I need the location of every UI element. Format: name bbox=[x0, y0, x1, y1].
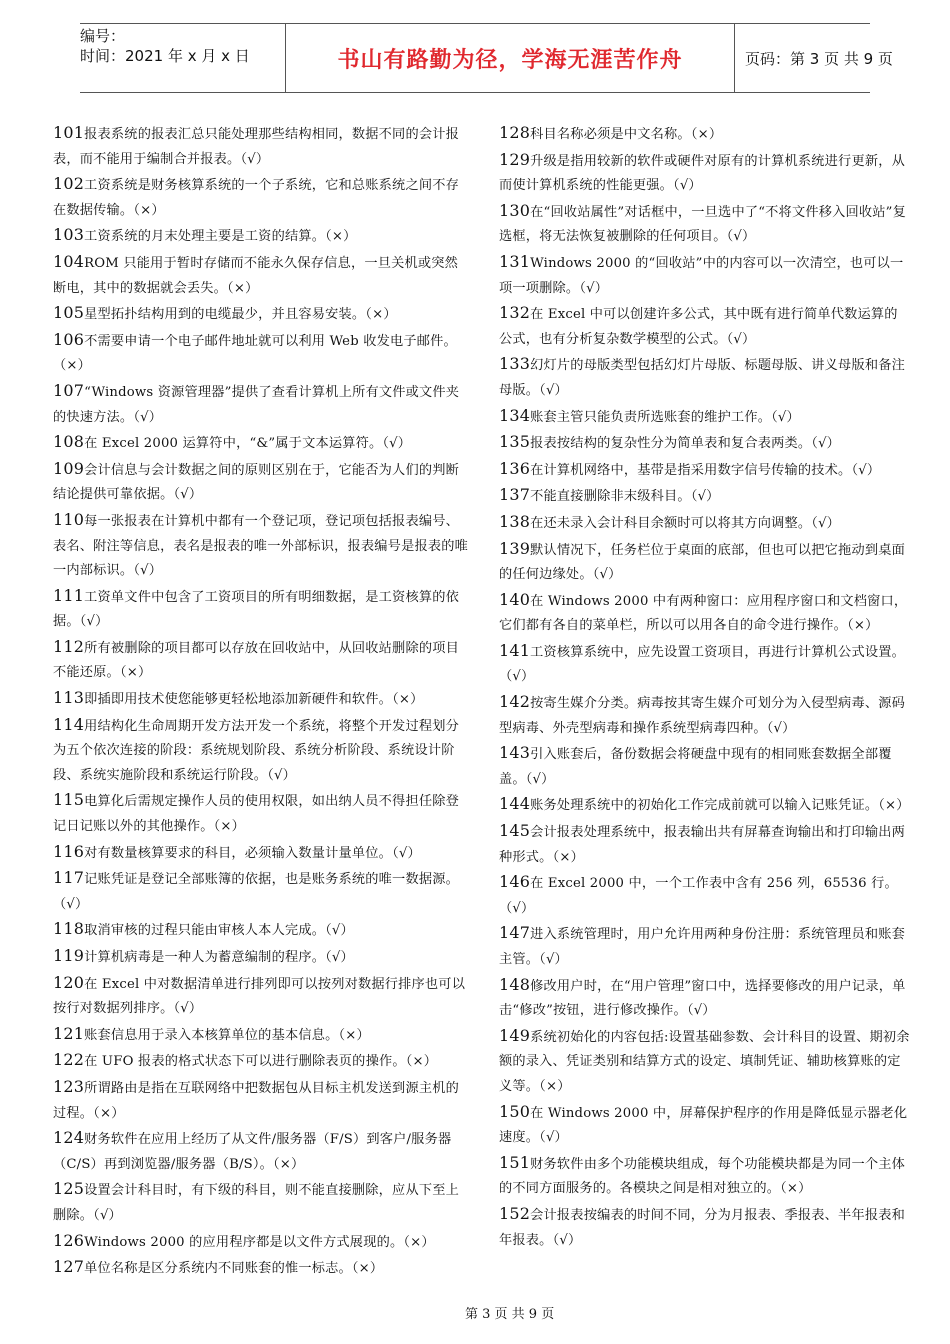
question-number: 124 bbox=[53, 1128, 85, 1148]
question-text: 取消审核的过程只能由审核人本人完成。（√） bbox=[84, 923, 354, 939]
question-text: 在 Excel 中可以创建许多公式，其中既有进行简单代数运算的公式，也有分析复杂数学模型的公式。（√） bbox=[499, 307, 898, 347]
question-number: 105 bbox=[53, 303, 85, 323]
question-item bbox=[53, 713, 471, 789]
question-number: 142 bbox=[499, 692, 531, 712]
question-item bbox=[499, 1202, 911, 1253]
question-number: 149 bbox=[499, 1025, 531, 1045]
question-number: 131 bbox=[499, 251, 531, 271]
question-item bbox=[499, 1024, 911, 1100]
question-number: 113 bbox=[53, 688, 85, 708]
question-number: 144 bbox=[499, 794, 531, 814]
question-item bbox=[499, 819, 911, 870]
question-item bbox=[499, 639, 911, 690]
question-item bbox=[53, 917, 471, 944]
question-number: 119 bbox=[53, 946, 85, 965]
question-item bbox=[499, 430, 911, 457]
question-text: 财务软件由多个功能模块组成，每个功能模块都是为同一个主体的不同方面服务的。各模块之间是相对独立的。（×） bbox=[499, 1156, 905, 1197]
question-text: 所谓路由是指在互联网络中把数据包从目标主机发送到源主机的过程。（×） bbox=[53, 1080, 459, 1121]
question-text: 在还未录入会计科目余额时可以将其方向调整。（√） bbox=[530, 515, 841, 531]
question-item bbox=[53, 686, 471, 713]
question-text: 设置会计科目时，有下级的科目，则不能直接删除，应从下至上删除。（√） bbox=[53, 1183, 459, 1223]
question-number: 132 bbox=[499, 303, 531, 323]
question-text: 在计算机网络中，基带是指采用数字信号传输的技术。（√） bbox=[530, 462, 881, 478]
question-item bbox=[499, 1151, 911, 1202]
number-label: 编号： bbox=[80, 27, 126, 45]
question-number: 117 bbox=[53, 868, 85, 888]
question-text: 会计报表按编表的时间不同，分为月报表、季报表、半年报表和年报表。（√） bbox=[499, 1207, 905, 1248]
question-number: 112 bbox=[53, 636, 85, 656]
question-text: 电算化后需规定操作人员的使用权限，如出纳人员不得担任除登记日记账以外的其他操作。（×） bbox=[53, 794, 459, 835]
question-text: 引入账套后，备份数据会将硬盘中现有的相同账套数据全部覆盖。（√） bbox=[499, 747, 892, 787]
question-item bbox=[499, 973, 911, 1024]
question-number: 141 bbox=[499, 640, 531, 660]
question-text: 会计报表处理系统中，报表输出共有屏幕查询输出和打印输出两种形式。（×） bbox=[499, 825, 905, 865]
question-item bbox=[499, 1100, 911, 1151]
question-number: 133 bbox=[499, 354, 531, 374]
question-text: 在 UFO 报表的格式状态下可以进行删除表页的操作。（×） bbox=[84, 1054, 438, 1070]
question-number: 139 bbox=[499, 538, 531, 558]
question-number: 114 bbox=[53, 714, 85, 734]
question-text: 账套信息用于录入本核算单位的基本信息。（×） bbox=[84, 1027, 370, 1043]
question-item bbox=[499, 921, 911, 972]
question-text: 所有被删除的项目都可以存放在回收站中，从回收站删除的项目不能还原。（×） bbox=[53, 640, 459, 681]
question-text: 报表按结构的复杂性分为简单表和复合表两类。（√） bbox=[530, 436, 841, 452]
question-text: 记账凭证是登记全部账簿的依据，也是账务系统的唯一数据源。（√） bbox=[53, 872, 459, 912]
question-number: 150 bbox=[499, 1101, 531, 1121]
question-item bbox=[53, 635, 471, 686]
question-text: 在 Excel 2000 运算符中，“&”属于文本运算符。（√） bbox=[84, 436, 412, 452]
right-column bbox=[499, 121, 911, 1253]
question-item bbox=[53, 223, 471, 250]
question-text: “Windows 资源管理器”提供了查看计算机上所有文件或文件夹的快速方法。（√） bbox=[53, 384, 460, 425]
question-number: 118 bbox=[53, 919, 85, 939]
question-item bbox=[53, 971, 471, 1022]
question-item bbox=[53, 584, 471, 635]
question-item bbox=[499, 121, 911, 148]
question-text: 星型拓扑结构用到的电缆最少，并且容易安装。（×） bbox=[84, 307, 397, 323]
question-item bbox=[53, 866, 471, 917]
question-item bbox=[53, 1255, 471, 1282]
question-text: 计算机病毒是一种人为蓄意编制的程序。（√） bbox=[84, 950, 354, 965]
question-number: 115 bbox=[53, 790, 85, 810]
question-item bbox=[499, 483, 911, 510]
question-number: 120 bbox=[53, 972, 85, 992]
question-text: 不需要申请一个电子邮件地址就可以利用 Web 收发电子邮件。（×） bbox=[53, 333, 457, 374]
question-text: 按寄生媒介分类。病毒按其寄生媒介可划分为入侵型病毒、源码型病毒、外壳型病毒和操作系统型病毒四种。（√） bbox=[499, 696, 905, 736]
question-number: 127 bbox=[53, 1257, 85, 1277]
question-text: 会计信息与会计数据之间的原则区别在于，它能否为人们的判断结论提供可靠依据。（√） bbox=[53, 462, 459, 503]
question-item bbox=[53, 172, 471, 223]
question-text: 进入系统管理时，用户允许用两种身份注册：系统管理员和账套主管。（√） bbox=[499, 927, 905, 967]
question-item bbox=[53, 379, 471, 430]
question-text: 不能直接删除非末级科目。（√） bbox=[530, 489, 720, 505]
question-item bbox=[53, 1177, 471, 1228]
question-number: 111 bbox=[53, 585, 85, 605]
question-item bbox=[53, 121, 471, 172]
question-number: 143 bbox=[499, 743, 531, 763]
question-text: 在 Excel 2000 中，一个工作表中含有 256 列，65536 行。（√） bbox=[499, 876, 898, 916]
question-text: 幻灯片的母版类型包括幻灯片母版、标题母版、讲义母版和备注母版。（√） bbox=[499, 358, 905, 398]
question-text: 科目名称必须是中文名称。（×） bbox=[530, 127, 723, 142]
question-number: 126 bbox=[53, 1230, 85, 1250]
question-item bbox=[53, 457, 471, 508]
question-number: 134 bbox=[499, 405, 531, 425]
question-number: 148 bbox=[499, 974, 531, 994]
question-number: 145 bbox=[499, 821, 531, 841]
question-text: 默认情况下，任务栏位于桌面的底部，但也可以把它拖动到桌面的任何边缘处。（√） bbox=[499, 542, 905, 583]
question-item bbox=[53, 1022, 471, 1049]
question-text: 在“回收站属性”对话框中，一旦选中了“不将文件移入回收站”复选框，将无法恢复被删除的任何项目。（√） bbox=[499, 204, 906, 245]
question-number: 147 bbox=[499, 923, 531, 943]
header-page-label: 页码：第 3 页 共 9 页 bbox=[745, 49, 893, 68]
header-info bbox=[80, 24, 285, 92]
question-text: Windows 2000 的“回收站”中的内容可以一次清空，也可以一项一项删除。（√） bbox=[499, 255, 904, 296]
question-number: 123 bbox=[53, 1076, 85, 1096]
question-text: 工资系统是财务核算系统的一个子系统，它和总账系统之间不存在数据传输。（×） bbox=[53, 178, 459, 218]
question-item bbox=[53, 788, 471, 839]
question-text: 单位名称是区分系统内不同账套的惟一标志。（×） bbox=[84, 1261, 384, 1277]
question-item bbox=[53, 301, 471, 328]
question-item bbox=[499, 404, 911, 431]
question-text: 用结构化生命周期开发方法开发一个系统，将整个开发过程划分为五个依次连接的阶段：系统规划阶段、系统分析阶段、系统设计阶段、系统实施阶段和系统运行阶段。（√） bbox=[53, 718, 459, 783]
question-text: 工资单文件中包含了工资项目的所有明细数据，是工资核算的依据。（√） bbox=[53, 589, 459, 630]
question-number: 151 bbox=[499, 1152, 531, 1172]
question-item bbox=[53, 328, 471, 379]
question-item bbox=[53, 944, 471, 971]
question-number: 137 bbox=[499, 485, 531, 505]
time-label: 时间：2021 年 x 月 x 日 bbox=[80, 47, 250, 65]
question-item bbox=[499, 870, 911, 921]
question-number: 101 bbox=[53, 123, 85, 142]
question-number: 109 bbox=[53, 458, 85, 478]
question-text: Windows 2000 的应用程序都是以文件方式展现的。（×） bbox=[84, 1234, 435, 1250]
page-footer: 第 3 页 共 9 页 bbox=[465, 1307, 555, 1322]
question-text: 每一张报表在计算机中都有一个登记项，登记项包括报表编号、表名、附注等信息，表名是报表的唯一外部标识，报表编号是报表的唯一内部标识。（√） bbox=[53, 513, 469, 579]
question-text: 对有数量核算要求的科目，必须输入数量计量单位。（√） bbox=[84, 845, 421, 861]
question-text: 工资系统的月末处理主要是工资的结算。（×） bbox=[84, 229, 357, 245]
question-number: 102 bbox=[53, 174, 85, 194]
question-number: 128 bbox=[499, 123, 531, 142]
question-number: 104 bbox=[53, 251, 85, 271]
question-text: 升级是指用较新的软件或硬件对原有的计算机系统进行更新，从而使计算机系统的性能更强。（√） bbox=[499, 153, 905, 194]
question-item bbox=[499, 588, 911, 639]
question-number: 103 bbox=[53, 225, 85, 245]
question-item bbox=[499, 457, 911, 484]
question-item bbox=[499, 537, 911, 588]
question-text: 在 Windows 2000 中有两种窗口：应用程序窗口和文档窗口，它们都有各自的菜单栏，所以可以用各自的命令进行操作。（×） bbox=[499, 593, 908, 634]
question-item bbox=[499, 741, 911, 792]
question-number: 136 bbox=[499, 458, 531, 478]
question-item bbox=[499, 690, 911, 741]
question-number: 125 bbox=[53, 1179, 85, 1199]
question-number: 108 bbox=[53, 432, 85, 452]
question-number: 135 bbox=[499, 432, 531, 452]
question-number: 106 bbox=[53, 329, 85, 349]
question-text: 在 Windows 2000 中，屏幕保护程序的作用是降低显示器老化速度。（√） bbox=[499, 1105, 908, 1146]
question-item bbox=[53, 1126, 471, 1177]
question-item bbox=[53, 840, 471, 867]
question-text: 修改用户时，在“用户管理”窗口中，选择要修改的用户记录，单击“修改”按钮，进行修改操作。（√） bbox=[499, 978, 906, 1019]
question-text: 工资核算系统中，应先设置工资项目，再进行计算机公式设置。（√） bbox=[499, 644, 905, 685]
question-number: 152 bbox=[499, 1203, 531, 1223]
question-item bbox=[53, 508, 471, 584]
question-item bbox=[499, 352, 911, 403]
question-item bbox=[53, 1048, 471, 1075]
question-number: 107 bbox=[53, 380, 85, 400]
header-motto: 书山有路勤为径，学海无涯苦作舟 bbox=[285, 24, 735, 92]
question-text: 报表系统的报表汇总只能处理那些结构相同，数据不同的会计报表，而不能用于编制合并报表。（√） bbox=[53, 127, 459, 167]
question-item bbox=[53, 1075, 471, 1126]
question-text: 系统初始化的内容包括:设置基础参数、会计科目的设置、期初余额的录入、凭证类别和结算方式的设定、填制凭证、辅助核算账的定义等。（×） bbox=[499, 1029, 910, 1094]
question-item bbox=[499, 199, 911, 250]
question-item bbox=[499, 250, 911, 301]
question-item bbox=[499, 510, 911, 537]
question-number: 140 bbox=[499, 589, 531, 609]
question-text: 账套主管只能负责所选账套的维护工作。（√） bbox=[530, 409, 800, 425]
question-text: 即插即用技术使您能够更轻松地添加新硬件和软件。（×） bbox=[84, 692, 424, 708]
question-item bbox=[499, 792, 911, 819]
question-number: 116 bbox=[53, 841, 85, 861]
question-number: 130 bbox=[499, 200, 531, 220]
question-item bbox=[53, 250, 471, 301]
question-number: 138 bbox=[499, 511, 531, 531]
question-text: ROM 只能用于暂时存储而不能永久保存信息，一旦关机或突然断电，其中的数据就会丢失。（×） bbox=[53, 255, 459, 296]
question-number: 122 bbox=[53, 1050, 85, 1070]
left-column bbox=[53, 121, 471, 1282]
question-item bbox=[53, 1229, 471, 1256]
question-item bbox=[53, 430, 471, 457]
question-number: 146 bbox=[499, 872, 531, 892]
question-item bbox=[499, 148, 911, 199]
question-number: 110 bbox=[53, 509, 85, 529]
question-text: 在 Excel 中对数据清单进行排列即可以按列对数据行排序也可以按行对数据列排序。（√） bbox=[53, 976, 466, 1017]
question-text: 账务处理系统中的初始化工作完成前就可以输入记账凭证。（×） bbox=[530, 798, 910, 814]
question-number: 121 bbox=[53, 1023, 85, 1043]
question-number: 129 bbox=[499, 149, 531, 169]
page-header bbox=[80, 23, 893, 93]
question-item bbox=[499, 301, 911, 352]
question-text: 财务软件在应用上经历了从文件/服务器（F/S）到客户/服务器（C/S）再到浏览器/服务器（B/S）。（×） bbox=[53, 1132, 452, 1172]
